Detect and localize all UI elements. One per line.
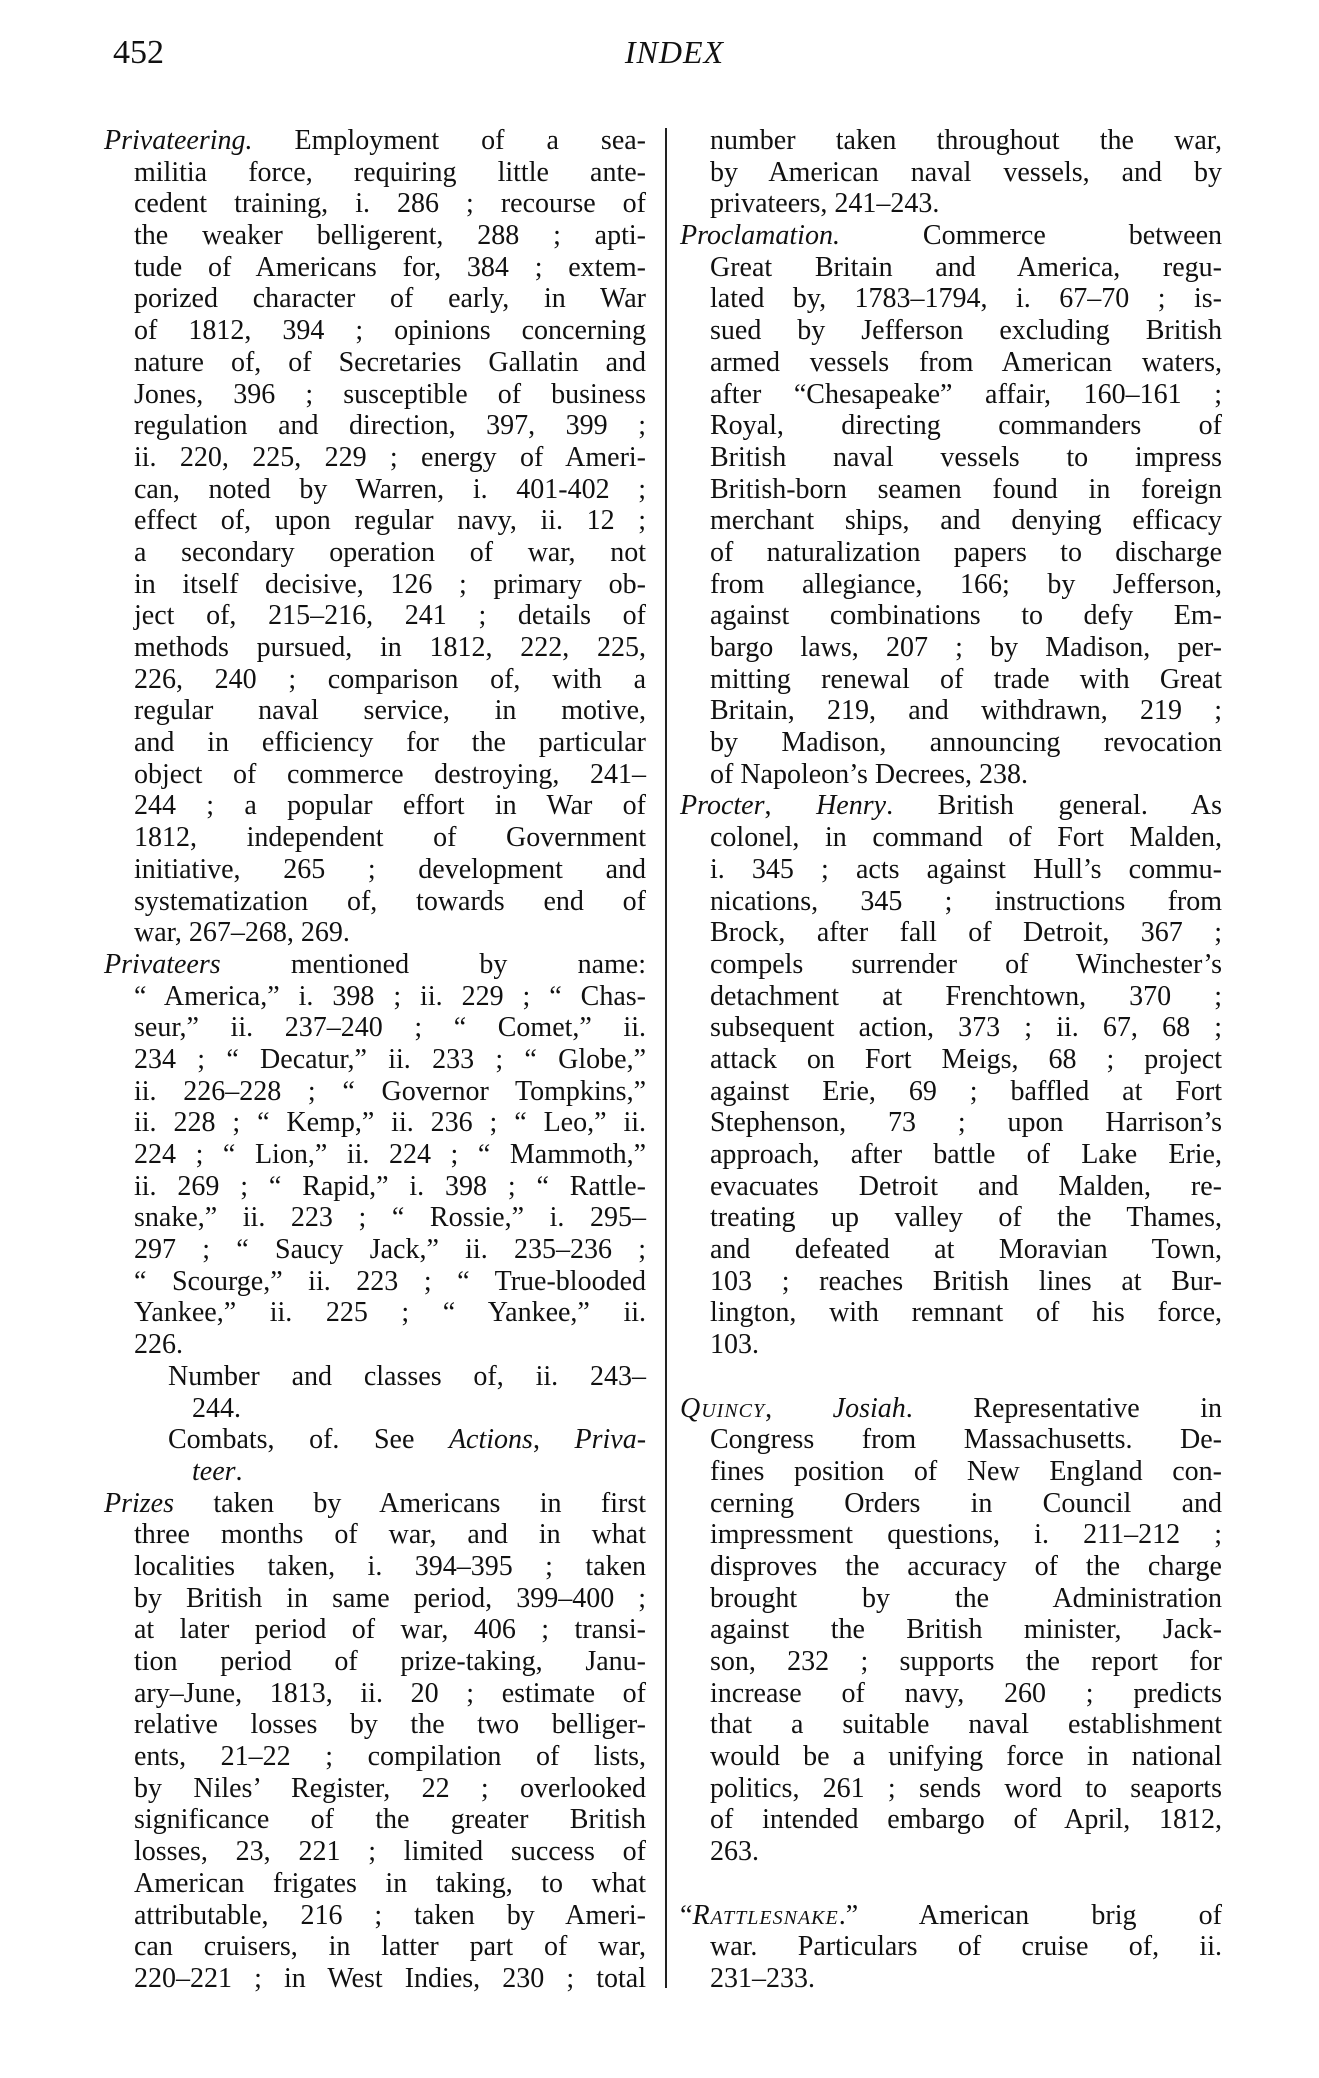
- entry-text-line: [104, 474, 646, 506]
- entry-text: subsequent action, 373 ; ii. 67, 68 ;: [710, 1012, 1222, 1044]
- index-entry: [104, 1488, 646, 1995]
- entry-text-line: [680, 949, 1222, 981]
- index-entry: [680, 1393, 1222, 1868]
- entry-text: militia force, requiring little ante-: [134, 156, 646, 188]
- entry-text-line: [104, 600, 646, 632]
- entry-text: brought by the Administration: [710, 1582, 1222, 1614]
- entry-text-line: [104, 188, 646, 220]
- entry-text: a secondary operation of war, not: [134, 536, 646, 568]
- entry-text: methods pursued, in 1812, 222, 225,: [134, 632, 646, 663]
- entry-text-line: [680, 315, 1222, 347]
- entry-text: detachment at Frenchtown, 370 ;: [710, 980, 1222, 1012]
- entry-text-line: [104, 1266, 646, 1298]
- entry-text: ii. 220, 225, 229 ; energy of Ameri-: [134, 441, 646, 473]
- entry-text-line: [680, 1234, 1222, 1266]
- entry-text-line: [680, 1804, 1222, 1836]
- entry-text: merchant ships, and denying efficacy: [710, 505, 1222, 537]
- entry-text: ,: [764, 790, 817, 822]
- entry-text-line: [104, 1836, 646, 1868]
- entry-heading-line: [104, 1424, 646, 1456]
- entry-heading-line: [680, 790, 1222, 822]
- entry-text: Employment of a sea-: [252, 125, 646, 156]
- entry-text-line: [104, 1741, 646, 1773]
- entry-text-line: [104, 727, 646, 759]
- entry-text: ii. 226–228 ; “ Governor Tompkins,”: [134, 1075, 646, 1107]
- entry-text-line: [680, 1012, 1222, 1044]
- column-divider: [665, 128, 667, 1988]
- entry-text-line: [680, 981, 1222, 1013]
- entry-text-line: [680, 1266, 1222, 1298]
- entry-heading-line: [104, 1488, 646, 1520]
- entry-text: 234 ; “ Decatur,” ii. 233 ; “ Globe,”: [134, 1043, 646, 1075]
- entry-text: nications, 345 ; instructions from: [710, 885, 1222, 917]
- entry-text: after “Chesapeake” affair, 160–161 ;: [710, 378, 1222, 410]
- entry-text: Congress from Massachusetts. De-: [710, 1424, 1222, 1456]
- entry-text-line: [680, 347, 1222, 379]
- entry-text-line: [680, 1614, 1222, 1646]
- entry-heading-line: [680, 220, 1222, 252]
- entry-text-line: [104, 1076, 646, 1108]
- entry-text: Royal, directing commanders of: [710, 410, 1222, 442]
- entry-text: snake,” ii. 223 ; “ Rossie,” i. 295–: [134, 1202, 646, 1234]
- entry-text: of naturalization papers to discharge: [710, 536, 1222, 568]
- entry-text: 244.: [192, 1392, 241, 1424]
- index-entry: [680, 125, 1222, 220]
- entry-text: three months of war, and in what: [134, 1519, 646, 1551]
- entry-text-line: [680, 1709, 1222, 1741]
- entry-text: lated by, 1783–1794, i. 67–70 ; is-: [710, 283, 1222, 315]
- entry-text: against the British minister, Jack-: [710, 1614, 1222, 1646]
- entry-text: can cruisers, in latter part of war,: [134, 1931, 646, 1963]
- entry-text: Combats, of. See: [168, 1424, 449, 1456]
- entry-text: the weaker belligerent, 288 ; apti-: [134, 220, 646, 252]
- entry-headword-italic: Josiah: [832, 1392, 906, 1424]
- entry-text: porized character of early, in War: [134, 283, 646, 315]
- entry-text-line: [680, 822, 1222, 854]
- entry-text: by Niles’ Register, 22 ; overlooked: [134, 1772, 646, 1804]
- entry-text-line: [104, 379, 646, 411]
- entry-text-line: [680, 252, 1222, 284]
- entry-text-line: [104, 1519, 646, 1551]
- entry-text-line: [680, 1551, 1222, 1583]
- entry-text-line: [104, 664, 646, 696]
- entry-text: . British general. As: [886, 790, 1222, 822]
- entry-text-line: [104, 1234, 646, 1266]
- page-title: INDEX: [624, 34, 725, 70]
- entry-headword-italic: Actions: [448, 1424, 533, 1456]
- entry-text-line: [104, 1329, 646, 1361]
- entry-text-line: [104, 537, 646, 569]
- entry-text: of intended embargo of April, 1812,: [710, 1804, 1222, 1836]
- entry-text-line: [104, 1931, 646, 1963]
- entry-text-line: [104, 1963, 646, 1995]
- entry-text: 103.: [710, 1329, 759, 1361]
- entry-text: treating up valley of the Thames,: [710, 1202, 1222, 1234]
- entry-text: taken by Americans in first: [174, 1487, 646, 1519]
- entry-text-line: [680, 759, 1222, 791]
- entry-text: war, 267–268, 269.: [134, 917, 350, 949]
- entry-text-line: [680, 569, 1222, 601]
- entry-text-line: [104, 1804, 646, 1836]
- entry-text-line: [680, 1963, 1222, 1995]
- entry-text: ii. 228 ; “ Kemp,” ii. 236 ; “ Leo,” ii.: [134, 1107, 646, 1139]
- entry-text-line: [104, 1583, 646, 1615]
- entry-text: ary–June, 1813, ii. 20 ; estimate of: [134, 1677, 646, 1709]
- entry-text: 231–233.: [710, 1962, 815, 1994]
- entry-text-line: [680, 600, 1222, 632]
- entry-text-line: [104, 1900, 646, 1932]
- entry-text: attributable, 216 ; taken by Ameri-: [134, 1899, 646, 1931]
- entry-text-line: [680, 505, 1222, 537]
- entry-text: 103 ; reaches British lines at Bur-: [710, 1265, 1222, 1297]
- entry-text: “: [680, 1899, 693, 1931]
- entry-text-line: [680, 1456, 1222, 1488]
- entry-text: 297 ; “ Saucy Jack,” ii. 235–236 ;: [134, 1234, 646, 1266]
- index-entry: [680, 1900, 1222, 1995]
- entry-text-line: [104, 569, 646, 601]
- entry-text: from allegiance, 166; by Jefferson,: [710, 568, 1222, 600]
- entry-text-line: [680, 474, 1222, 506]
- entry-text-line: [104, 1171, 646, 1203]
- entry-text: Britain, 219, and withdrawn, 219 ;: [710, 695, 1222, 727]
- entry-text: number taken throughout the war,: [710, 125, 1222, 156]
- entry-text: by British in same period, 399–400 ;: [134, 1582, 646, 1614]
- index-entry: [104, 1424, 646, 1487]
- entry-text-line: [104, 157, 646, 189]
- entry-text: .: [235, 1455, 243, 1487]
- entry-text: Brock, after fall of Detroit, 367 ;: [710, 917, 1222, 949]
- entry-text: at later period of war, 406 ; transi-: [134, 1614, 646, 1646]
- entry-text-line: [680, 1107, 1222, 1139]
- entry-text: evacuates Detroit and Malden, re-: [710, 1170, 1222, 1202]
- entry-text-line: [680, 1741, 1222, 1773]
- entry-text-line: [104, 695, 646, 727]
- entry-headword-smallcaps: Rattlesnake: [692, 1899, 839, 1931]
- entry-text: increase of navy, 260 ; predicts: [710, 1677, 1222, 1709]
- entry-text: Number and classes of, ii. 243–: [168, 1360, 646, 1392]
- entry-text: Commerce between: [839, 220, 1222, 252]
- entry-text: 226, 240 ; comparison of, with a: [134, 663, 646, 695]
- entry-text-line: [104, 886, 646, 918]
- entry-text-line: [680, 1773, 1222, 1805]
- entry-text: can, noted by Warren, i. 401-402 ;: [134, 473, 646, 505]
- entry-text: losses, 23, 221 ; limited success of: [134, 1836, 646, 1868]
- entry-text: regulation and direction, 397, 399 ;: [134, 410, 646, 442]
- entry-text-line: [680, 695, 1222, 727]
- entry-text-line: [680, 727, 1222, 759]
- entry-text-line: [104, 790, 646, 822]
- entry-text: British naval vessels to impress: [710, 441, 1222, 473]
- entry-text-line: [104, 1868, 646, 1900]
- entry-text-line: [680, 125, 1222, 157]
- entry-headword-italic: Privateers: [104, 948, 221, 980]
- entry-text: object of commerce destroying, 241–: [134, 758, 646, 790]
- entry-text-line: [680, 1202, 1222, 1234]
- entry-text: disproves the accuracy of the charge: [710, 1550, 1222, 1582]
- entry-headword-italic: Prizes: [104, 1487, 174, 1519]
- entry-text-line: [680, 157, 1222, 189]
- entry-text: nature of, of Secretaries Gallatin and: [134, 346, 646, 378]
- entry-text: cedent training, i. 286 ; recourse of: [134, 188, 646, 220]
- entry-text: compels surrender of Winchester’s: [710, 948, 1222, 980]
- entry-text: lington, with remnant of his force,: [710, 1297, 1222, 1329]
- entry-text-line: [104, 442, 646, 474]
- entry-text-line: [680, 664, 1222, 696]
- entry-text-line: [680, 1139, 1222, 1171]
- entry-text: regular naval service, in motive,: [134, 695, 646, 727]
- entry-text: ents, 21–22 ; compilation of lists,: [134, 1741, 646, 1773]
- entry-text: 1812, independent of Government: [134, 822, 646, 854]
- entry-heading-line: [104, 949, 646, 981]
- entry-text: mentioned by name:: [220, 948, 646, 980]
- entry-text: politics, 261 ; sends word to seaports: [710, 1772, 1222, 1804]
- entry-text-line: [104, 917, 646, 949]
- entry-text-line: [680, 1836, 1222, 1868]
- entry-text-line: [680, 1931, 1222, 1963]
- entry-text-line: [680, 1583, 1222, 1615]
- entry-text: tude of Americans for, 384 ; extem-: [134, 251, 646, 283]
- entry-heading-line: [680, 1900, 1222, 1932]
- entry-text: 226.: [134, 1329, 183, 1361]
- entry-text-line: [680, 1519, 1222, 1551]
- index-entry: [680, 790, 1222, 1360]
- entry-text-line: [104, 505, 646, 537]
- index-entry: [680, 220, 1222, 790]
- entry-text: localities taken, i. 394–395 ; taken: [134, 1550, 646, 1582]
- entry-headword-smallcaps: Quincy: [680, 1392, 766, 1424]
- entry-text-line: [104, 822, 646, 854]
- entry-headword-italic: Proclamation.: [680, 220, 840, 252]
- entry-text: of Napoleon’s Decrees, 238.: [710, 758, 1029, 790]
- entry-text-line: [104, 1551, 646, 1583]
- entry-headword-italic: Henry: [816, 790, 887, 822]
- entry-text-line: [104, 1646, 646, 1678]
- entry-text: 244 ; a popular effort in War of: [134, 790, 646, 822]
- entry-text-line: [104, 315, 646, 347]
- entry-text: “ America,” i. 398 ; ii. 229 ; “ Chas-: [134, 980, 646, 1012]
- entry-text: ii. 269 ; “ Rapid,” i. 398 ; “ Rattle-: [134, 1170, 646, 1202]
- entry-text-line: [104, 1614, 646, 1646]
- entry-text: mitting renewal of trade with Great: [710, 663, 1222, 695]
- entry-text-line: [680, 1488, 1222, 1520]
- entry-text-line: [680, 379, 1222, 411]
- index-column-right: [680, 125, 1222, 1995]
- entry-text: .” American brig of: [838, 1899, 1222, 1931]
- entry-text: in itself decisive, 126 ; primary ob-: [134, 568, 646, 600]
- entry-text-line: [680, 1076, 1222, 1108]
- entry-text-line: [680, 1297, 1222, 1329]
- entry-text-line: [680, 854, 1222, 886]
- entry-text: approach, after battle of Lake Erie,: [710, 1139, 1222, 1170]
- entry-text-line: [680, 1329, 1222, 1361]
- entry-text-line: [104, 1678, 646, 1710]
- entry-text: fines position of New England con-: [710, 1455, 1222, 1487]
- entry-text-line: [104, 347, 646, 379]
- entry-text: against Erie, 69 ; baffled at Fort: [710, 1075, 1222, 1107]
- entry-text: and defeated at Moravian Town,: [710, 1234, 1222, 1266]
- index-entry: [104, 1361, 646, 1424]
- entry-text: of 1812, 394 ; opinions concerning: [134, 315, 646, 347]
- entry-text-line: [680, 917, 1222, 949]
- entry-text: 224 ; “ Lion,” ii. 224 ; “ Mammoth,”: [134, 1139, 646, 1170]
- entry-text: effect of, upon regular navy, ii. 12 ;: [134, 505, 646, 537]
- entry-text-line: [104, 1012, 646, 1044]
- index-column-left: [104, 125, 646, 1995]
- entry-text: Great Britain and America, regu-: [710, 251, 1222, 283]
- entry-text-line: [680, 1171, 1222, 1203]
- entry-text-line: [680, 1424, 1222, 1456]
- entry-headword-italic: Priva-: [574, 1424, 647, 1456]
- entry-text: initiative, 265 ; development and: [134, 853, 646, 885]
- entry-text: ,: [765, 1392, 833, 1424]
- entry-text-line: [104, 1393, 646, 1425]
- entry-text: 220–221 ; in West Indies, 230 ; total: [134, 1962, 646, 1994]
- entry-text-line: [104, 632, 646, 664]
- entry-text: war. Particulars of cruise of, ii.: [710, 1931, 1222, 1963]
- entry-text: seur,” ii. 237–240 ; “ Comet,” ii.: [134, 1012, 646, 1044]
- entry-text-line: [104, 759, 646, 791]
- page-number: 452: [113, 34, 164, 71]
- entry-text: . Representative in: [905, 1392, 1222, 1424]
- entry-text-line: [104, 220, 646, 252]
- entry-text-line: [680, 537, 1222, 569]
- entry-heading-line: [104, 1361, 646, 1393]
- entry-text-line: [104, 1044, 646, 1076]
- entry-text: Jones, 396 ; susceptible of business: [134, 378, 646, 410]
- entry-text: “ Scourge,” ii. 223 ; “ True-blooded: [134, 1265, 646, 1297]
- entry-text-line: [104, 1773, 646, 1805]
- entry-text-line: [104, 1202, 646, 1234]
- entry-text: cerning Orders in Council and: [710, 1487, 1222, 1519]
- entry-text-line: [680, 442, 1222, 474]
- blank-line: [680, 1868, 1222, 1900]
- entry-text: sued by Jefferson excluding British: [710, 315, 1222, 347]
- entry-text: Stephenson, 73 ; upon Harrison’s: [710, 1107, 1222, 1139]
- entry-headword-italic: teer: [192, 1455, 236, 1487]
- entry-heading-line: [104, 125, 646, 157]
- entry-text-line: [680, 1678, 1222, 1710]
- entry-text-line: [680, 1646, 1222, 1678]
- entry-headword-italic: Privateering.: [104, 125, 253, 156]
- entry-text-line: [104, 410, 646, 442]
- blank-line: [680, 1361, 1222, 1393]
- entry-text-line: [680, 632, 1222, 664]
- entry-text: attack on Fort Meigs, 68 ; project: [710, 1043, 1222, 1075]
- entry-text: colonel, in command of Fort Malden,: [710, 822, 1222, 854]
- entry-text: significance of the greater British: [134, 1804, 646, 1836]
- entry-text: and in efficiency for the particular: [134, 727, 646, 759]
- entry-text-line: [104, 981, 646, 1013]
- entry-text-line: [104, 1107, 646, 1139]
- entry-text: ject of, 215–216, 241 ; details of: [134, 600, 646, 632]
- entry-text-line: [104, 1709, 646, 1741]
- entry-text-line: [104, 283, 646, 315]
- entry-text: tion period of prize-taking, Janu-: [134, 1646, 646, 1677]
- entry-text-line: [104, 854, 646, 886]
- entry-text: armed vessels from American waters,: [710, 346, 1222, 378]
- entry-text: 263.: [710, 1836, 759, 1868]
- entry-text-line: [104, 252, 646, 284]
- index-entry: [104, 125, 646, 949]
- entry-text: ,: [532, 1424, 575, 1456]
- entry-text-line: [104, 1139, 646, 1171]
- entry-text: Yankee,” ii. 225 ; “ Yankee,” ii.: [134, 1297, 646, 1329]
- entry-text: American frigates in taking, to what: [134, 1867, 646, 1899]
- entry-text: bargo laws, 207 ; by Madison, per-: [710, 632, 1222, 663]
- entry-text: against combinations to defy Em-: [710, 600, 1222, 632]
- entry-text: i. 345 ; acts against Hull’s commu-: [710, 853, 1222, 885]
- entry-text: British-born seamen found in foreign: [710, 473, 1222, 505]
- entry-text: relative losses by the two belliger-: [134, 1709, 646, 1741]
- entry-text: son, 232 ; supports the report for: [710, 1646, 1222, 1677]
- entry-text-line: [104, 1297, 646, 1329]
- entry-headword-italic: Procter: [680, 790, 765, 822]
- index-entry: [104, 949, 646, 1361]
- entry-text-line: [680, 188, 1222, 220]
- entry-text: impressment questions, i. 211–212 ;: [710, 1519, 1222, 1551]
- entry-text-line: [680, 886, 1222, 918]
- entry-text: by American naval vessels, and by: [710, 156, 1222, 188]
- entry-text: systematization of, towards end of: [134, 885, 646, 917]
- entry-text-line: [680, 1044, 1222, 1076]
- entry-text: would be a unifying force in national: [710, 1741, 1222, 1773]
- entry-heading-line: [680, 1393, 1222, 1425]
- entry-text-line: [104, 1456, 646, 1488]
- entry-text: that a suitable naval establishment: [710, 1709, 1222, 1741]
- entry-text: privateers, 241–243.: [710, 188, 940, 220]
- entry-text: by Madison, announcing revocation: [710, 727, 1222, 759]
- entry-text-line: [680, 283, 1222, 315]
- entry-text-line: [680, 410, 1222, 442]
